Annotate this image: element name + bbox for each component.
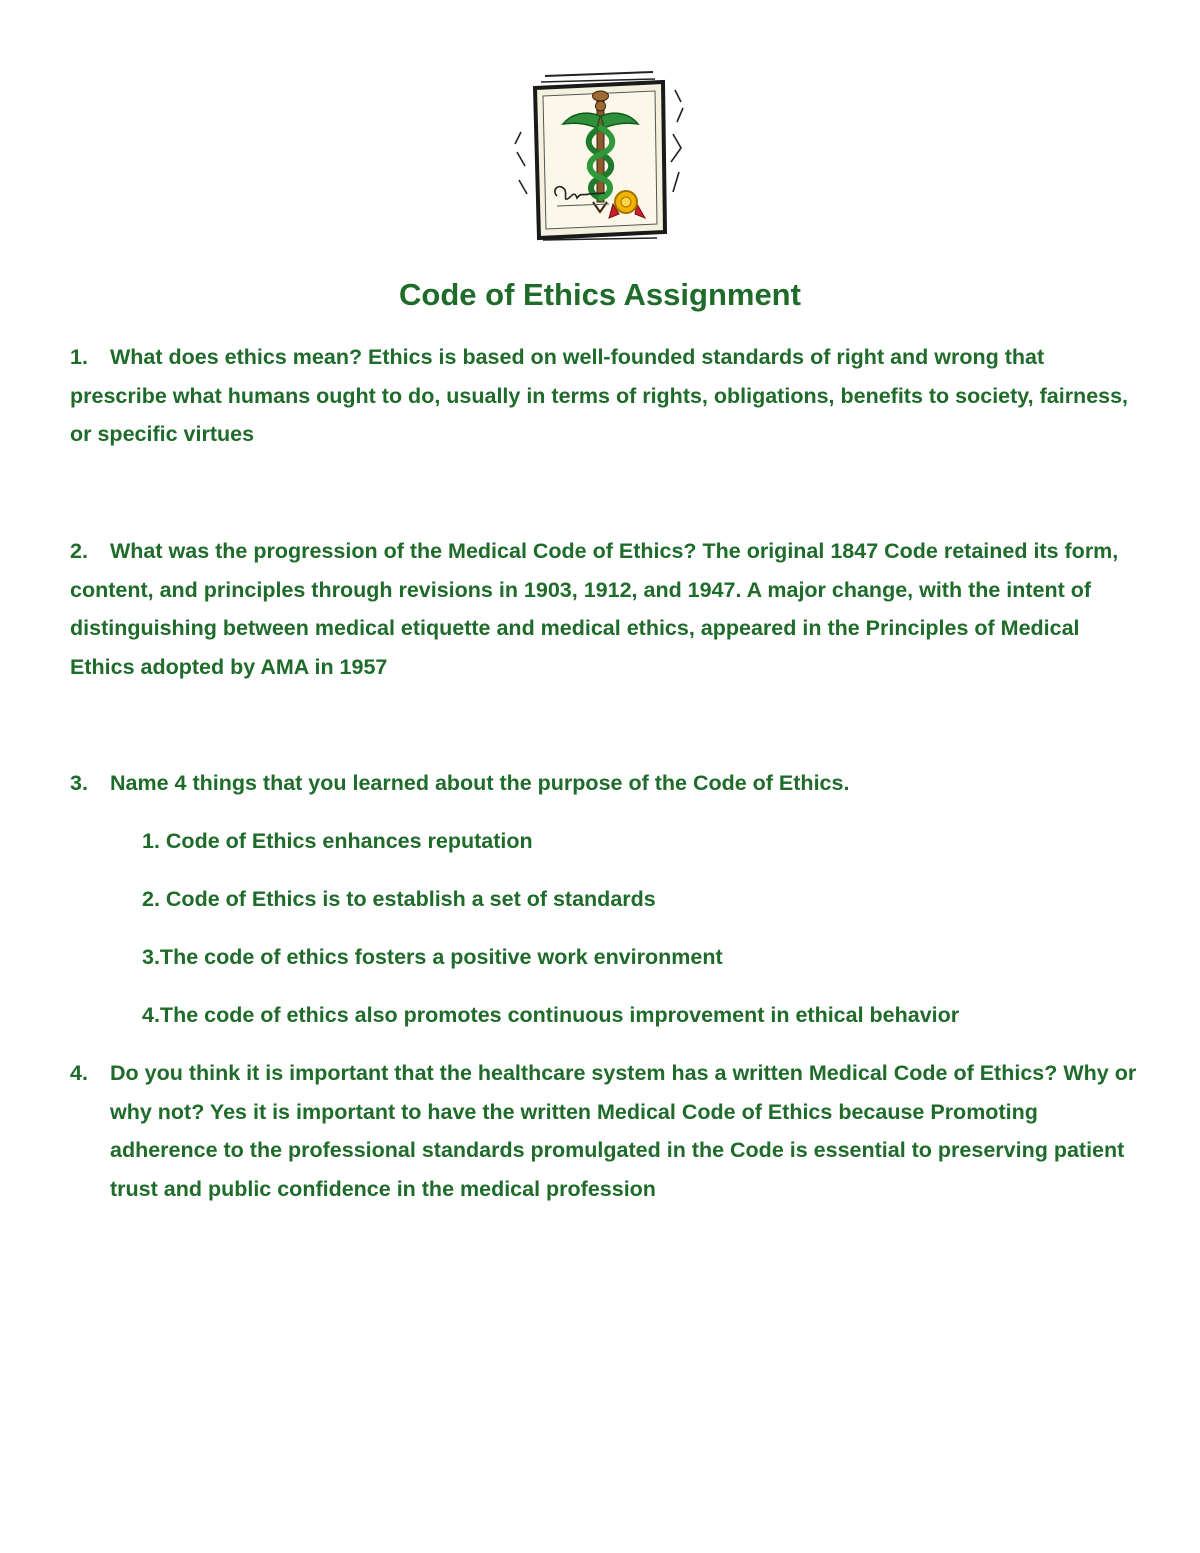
answer-item: 2. Code of Ethics is to establish a set of standards xyxy=(142,887,656,911)
question-text: What does ethics mean? Ethics is based on well-founded standards of right and wrong that prescribe what humans ought to do, usually in terms of rights, obligations, benefits to society, fairness, or specific virtues xyxy=(70,345,1129,446)
question-number: 1. xyxy=(70,345,88,369)
question-number: 4. xyxy=(70,1061,88,1085)
question-2 xyxy=(70,532,1140,686)
question-number: 2. xyxy=(70,539,88,563)
question-1 xyxy=(70,338,1140,454)
question-3 xyxy=(70,764,1140,803)
question-number: 3. xyxy=(70,771,88,795)
answer-item: 1. Code of Ethics enhances reputation xyxy=(142,829,533,853)
caduceus-certificate-icon xyxy=(505,62,695,252)
question-text: What was the progression of the Medical Code of Ethics? The original 1847 Code retained its form, content, and principles through revisions in 1903, 1912, and 1947. A major change, with the intent of distinguishing between medical etiquette and medical ethics, appeared in the Principles of Medical Ethics adopted by AMA in 1957 xyxy=(70,539,1119,679)
question-text: Do you think it is important that the healthcare system has a written Medical Code of Ethics? Why or why not? Yes it is important to have the written Medical Code of Ethics because Promoting adherence to the professional standards promulgated in the Code is essential to preserving patient trust and public confidence in the medical profession xyxy=(110,1061,1137,1201)
answer-item: 4.The code of ethics also promotes continuous improvement in ethical behavior xyxy=(142,1003,960,1027)
question-text: Name 4 things that you learned about the purpose of the Code of Ethics. xyxy=(110,771,850,795)
question-4 xyxy=(70,1054,1150,1208)
page-title: Code of Ethics Assignment xyxy=(399,277,801,312)
answer-item: 3.The code of ethics fosters a positive work environment xyxy=(142,945,723,969)
